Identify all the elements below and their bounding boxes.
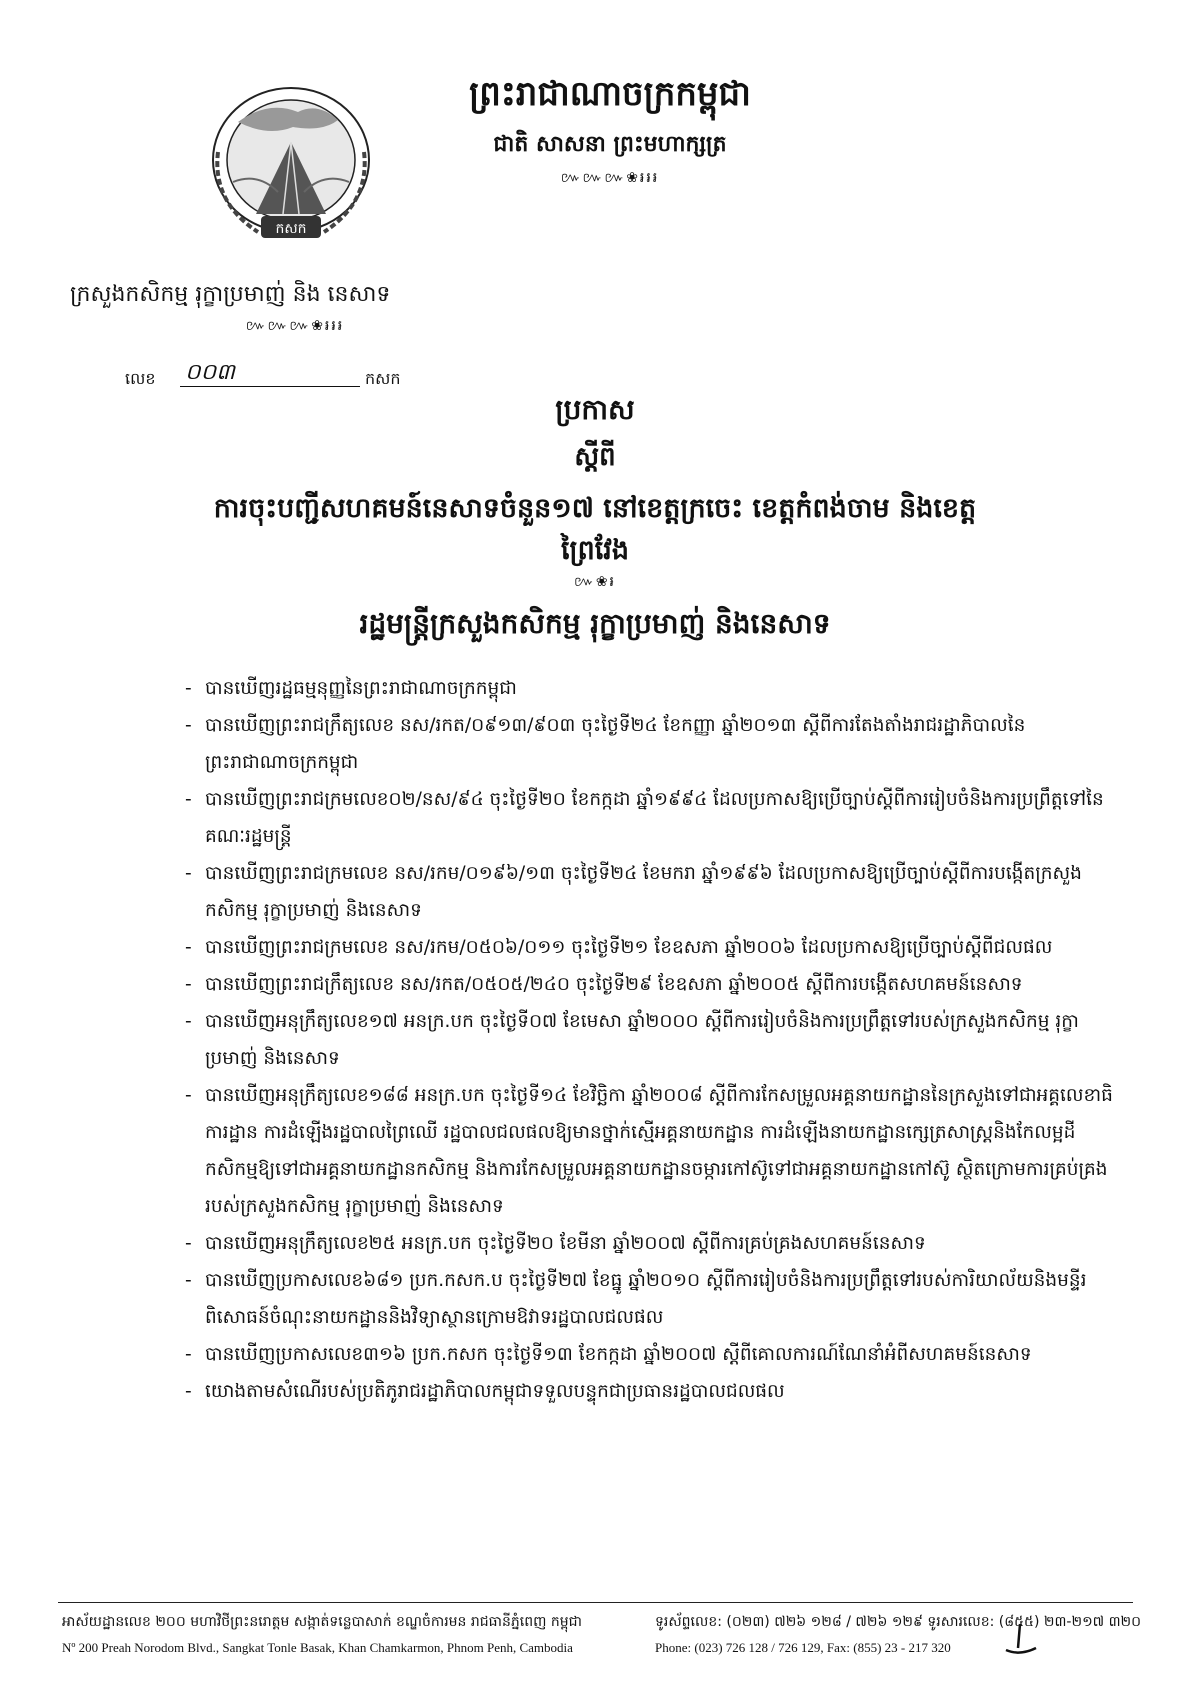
list-item: - បានឃើញព្រះរាជក្រមលេខ០២/នស/៩៤ ចុះថ្ងៃទី២០ ខែកក្កដា ឆ្នាំ១៩៩៤ ដែលប្រកាសឱ្យប្រើច្បាប់ស្តីពីការរៀបចំនិងការប្រព្រឹត្តទៅនៃគណៈរដ្ឋមន្ត្រី <box>185 781 1115 855</box>
document-subject: ការចុះបញ្ជីសហគមន៍នេសាទចំនួន១៧ នៅខេត្តក្រចេះ ខេត្តកំពង់ចាម និងខេត្តព្រៃវែង <box>213 493 977 566</box>
footer-contact-en: Phone: (023) 726 128 / 726 129, Fax: (855) 23 - 217 320 <box>655 1640 951 1655</box>
list-item: - បានឃើញប្រកាសលេខ៣១៦ ប្រក.កសក ចុះថ្ងៃទី១៣ ខែកក្កដា ឆ្នាំ២០០៧ ស្តីពីគោលការណ៍ណែនាំអំពីសហគមន៍នេសាទ <box>185 1336 1115 1373</box>
header-ornament: ៚៚៚❀៛៛៛ <box>560 170 660 186</box>
kingdom-title: ព្រះរាជាណាចក្រកម្ពុជា <box>469 74 751 114</box>
national-motto: ជាតិ សាសនា ព្រះមហាក្សត្រ <box>493 132 727 157</box>
list-item: - បានឃើញព្រះរាជក្រមលេខ នស/រកម/០១៩៦/១៣ ចុះថ្ងៃទី២៤ ខែមករា ឆ្នាំ១៩៩៦ ដែលប្រកាសឱ្យប្រើច្បាប់ស្តីពីការបង្កើតក្រសួងកសិកម្ម រុក្ខាប្រមាញ់ និងនេសាទ <box>185 855 1115 929</box>
reference-underline <box>180 386 360 387</box>
ministry-name: ក្រសួងកសិកម្ម រុក្ខាប្រមាញ់ និង នេសាទ <box>70 282 391 307</box>
list-item: - បានឃើញព្រះរាជក្រឹត្យលេខ នស/រកត/០៩១៣/៩០៣ ចុះថ្ងៃទី២៤ ខែកញ្ញា ឆ្នាំ២០១៣ ស្តីពីការតែងតាំងរាជរដ្ឋាភិបាលនៃព្រះរាជាណាចក្រកម្ពុជា <box>185 707 1115 781</box>
document-type: ប្រកាស <box>555 393 635 426</box>
reference-number-row <box>125 362 425 392</box>
list-item: - បានឃើញអនុក្រឹត្យលេខ២៥ អនក្រ.បក ចុះថ្ងៃទី២០ ខែមីនា ឆ្នាំ២០០៧ ស្តីពីការគ្រប់គ្រងសហគមន៍នេសាទ <box>185 1225 1115 1262</box>
footer-address-en: Nº 200 Preah Norodom Blvd., Sangkat Tonle Basak, Khan Chamkarmon, Phnom Penh, Cambodia <box>62 1640 573 1655</box>
footer-divider <box>58 1602 1133 1603</box>
list-item: - បានឃើញអនុក្រឹត្យលេខ១៨៨ អនក្រ.បក ចុះថ្ងៃទី១៤ ខែវិច្ឆិកា ឆ្នាំ២០០៨ ស្តីពីការកែសម្រួលអគ្គនាយកដ្ឋាននៃក្រសួងទៅជាអគ្គលេខាធិការដ្ឋាន ការដំឡើងរដ្ឋបាលព្រៃឈើ រដ្ឋបាលជលផលឱ្យមានថ្នាក់ស្មើអគ្គនាយកដ្ឋាន ការដំឡើងនាយកដ្ឋានក្សេត្រសាស្ត្រនិងកែលម្អដីកសិកម្មឱ្យទៅជាអគ្គនាយកដ្ឋានកសិកម្ម និងការកែសម្រួលអគ្គនាយកដ្ឋានចម្ការកៅស៊ូទៅជាអគ្គនាយកដ្ឋានកៅស៊ូ ស្ថិតក្រោមការគ្រប់គ្រងរបស់ក្រសួងកសិកម្ម រុក្ខាប្រមាញ់ និងនេសាទ <box>185 1077 1115 1225</box>
reference-number: ០០៣ <box>185 360 235 385</box>
list-item: - បានឃើញប្រកាសលេខ៦៨១ ប្រក.កសក.ប ចុះថ្ងៃទី២៧ ខែធ្នូ ឆ្នាំ២០១០ ស្តីពីការរៀបចំនិងការប្រព្រឹត្តទៅរបស់ការិយាល័យនិងមន្ទីរពិសោធន៍ចំណុះនាយកដ្ឋាននិងវិទ្យាស្ថានក្រោមឱវាទរដ្ឋបាលជលផល <box>185 1262 1115 1336</box>
minister-heading: រដ្ឋមន្ត្រីក្រសួងកសិកម្ម រុក្ខាប្រមាញ់ និងនេសាទ <box>359 607 831 640</box>
list-item: - យោងតាមសំណើរបស់ប្រតិភូរាជរដ្ឋាភិបាលកម្ពុជាទទួលបន្ទុកជាប្រធានរដ្ឋបាលជលផល <box>185 1373 1115 1410</box>
seal-text: កសក <box>275 221 307 237</box>
list-item: - បានឃើញរដ្ឋធម្មនុញ្ញនៃព្រះរាជាណាចក្រកម្ពុជា <box>185 670 1115 707</box>
footer-contact-kh: ទូរស័ព្ទលេខ: (០២៣) ៧២៦ ១២៨ / ៧២៦ ១២៩ ទូរសារលេខ: (៨៥៥) ២៣-២១៧ ៣២០ <box>655 1614 1142 1630</box>
title-ornament: ៚❀៛ <box>574 574 616 590</box>
list-item: - បានឃើញព្រះរាជក្រមលេខ នស/រកម/០៥០៦/០១១ ចុះថ្ងៃទី២១ ខែឧសភា ឆ្នាំ២០០៦ ដែលប្រកាសឱ្យប្រើច្បាប់ស្តីពីជលផល <box>185 929 1115 966</box>
considerations-list <box>185 670 1115 1410</box>
handwritten-mark-icon <box>1000 1622 1040 1658</box>
list-item: - បានឃើញព្រះរាជក្រឹត្យលេខ នស/រកត/០៥០៥/២៤០ ចុះថ្ងៃទី២៩ ខែឧសភា ឆ្នាំ២០០៥ ស្តីពីការបង្កើតសហគមន៍នេសាទ <box>185 966 1115 1003</box>
royal-government-seal-icon <box>198 82 384 258</box>
list-item: - បានឃើញអនុក្រឹត្យលេខ១៧ អនក្រ.បក ចុះថ្ងៃទី០៧ ខែមេសា ឆ្នាំ២០០០ ស្តីពីការរៀបចំនិងការប្រព្រឹត្តទៅរបស់ក្រសួងកសិកម្ម រុក្ខាប្រមាញ់ និងនេសាទ <box>185 1003 1115 1077</box>
reference-suffix: កសក <box>365 369 401 388</box>
title-about: ស្តីពី <box>574 442 616 472</box>
footer-address-kh: អាស័យដ្ឋានលេខ ២០០ មហាវិថីព្រះនរោត្តម សង្កាត់ទន្លេបាសាក់ ខណ្ឌចំការមន រាជធានីភ្នំពេញ កម្ពុជា <box>62 1614 582 1630</box>
reference-label: លេខ <box>125 369 156 388</box>
ministry-ornament: ៚៚៚❀៛៛៛ <box>245 318 345 334</box>
